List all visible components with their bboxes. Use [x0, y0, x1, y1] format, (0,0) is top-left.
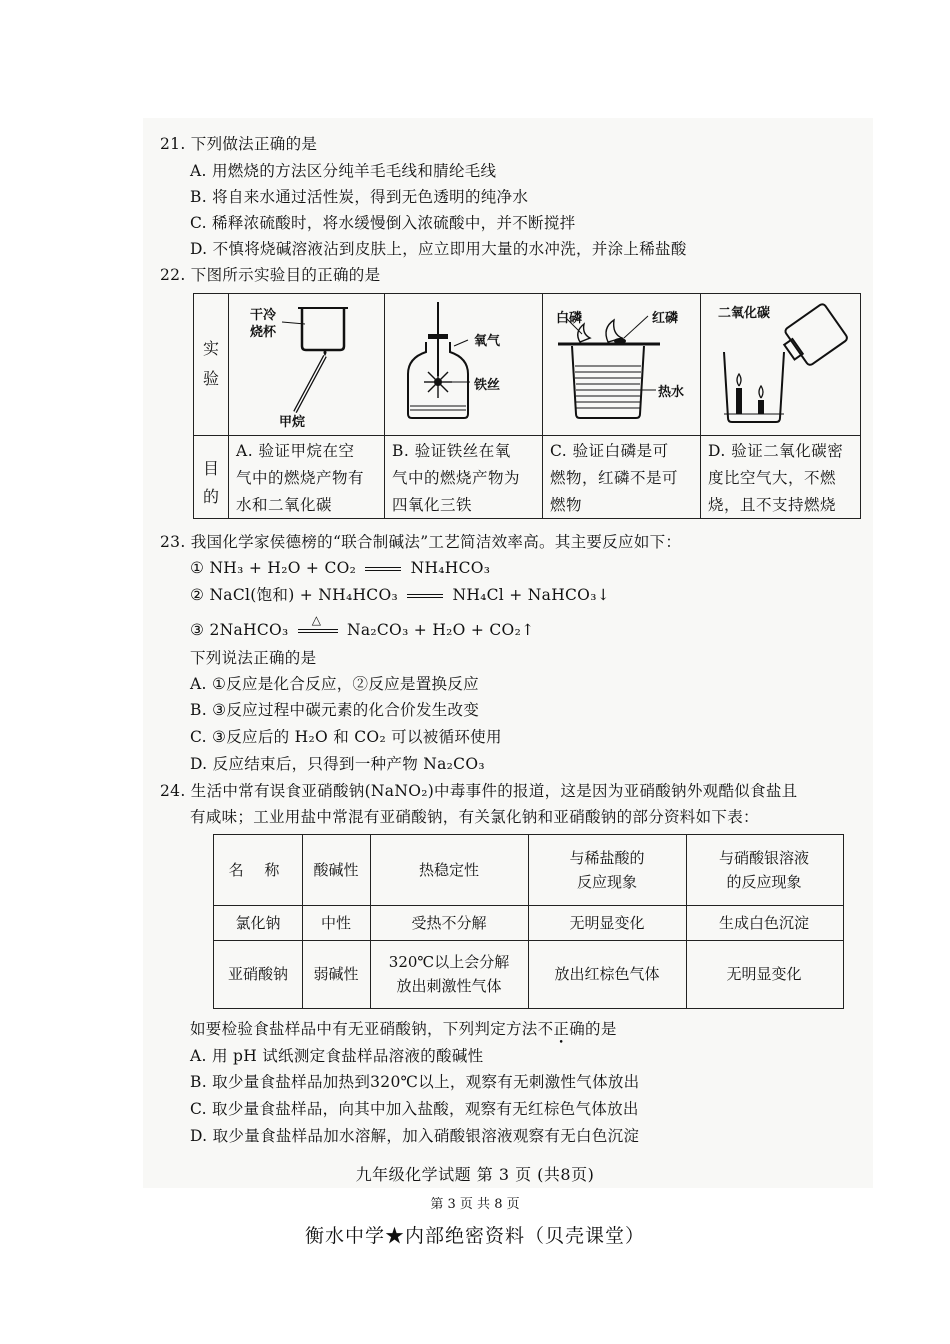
row-header-aim-2: 的 [202, 487, 219, 506]
emphasis-not-correct: 不正确 [537, 1020, 586, 1038]
row1-hcl: 无明显变化 [569, 913, 645, 932]
row2-acidity: 弱碱性 [313, 964, 359, 983]
row2-thermal: 320℃以上会分解 放出刺激性气体 [388, 952, 510, 995]
q24-option-b: B. 取少量食盐样品加热到320℃以上，观察有无刺激性气体放出 [190, 1073, 640, 1091]
q24-sub-stem: 如要检验食盐样品中有无亚硝酸钠，下列判定方法不正确的是 [190, 1020, 617, 1038]
q23-option-c: C. ③反应后的 H₂O 和 CO₂ 可以被循环使用 [190, 728, 502, 746]
label-hot-water: 热水 [658, 385, 685, 400]
label-iron-wire: 铁丝 [474, 378, 501, 393]
header-name: 名 称 [228, 861, 288, 879]
q21-stem: 21. 下列做法正确的是 [160, 135, 318, 153]
q21-option-d: D. 不慎将烧碱溶液沾到皮肤上，应立即用大量的水冲洗，并涂上稀盐酸 [190, 240, 687, 258]
label-white-phosphorus: 白磷 [556, 311, 583, 326]
reaction-2: ② NaCl(饱和) + NH₄HCO₃ NH₄Cl + NaHCO₃↓ [190, 586, 610, 604]
q24-option-a: A. 用 pH 试纸测定食盐样品溶液的酸碱性 [190, 1047, 484, 1065]
caption-c: C. 验证白磷是可 燃物，红磷不是可 燃物 [550, 442, 679, 514]
q23-stem: 23. 我国化学家侯德榜的“联合制碱法”工艺简洁效率高。其主要反应如下： [160, 533, 682, 551]
q21-option-b: B. 将自来水通过活性炭，得到无色透明的纯净水 [190, 188, 529, 206]
q24-option-c: C. 取少量食盐样品，向其中加入盐酸，观察有无红棕色气体放出 [190, 1100, 639, 1118]
row-header-experiment-2: 验 [202, 369, 219, 388]
header-thermal: 热稳定性 [418, 861, 479, 879]
row2-hcl: 放出红棕色气体 [554, 964, 660, 983]
q23-option-d: D. 反应结束后，只得到一种产物 Na₂CO₃ [190, 755, 485, 773]
q22-experiment-table [193, 293, 861, 519]
row1-thermal: 受热不分解 [411, 913, 487, 932]
caption-b: B. 验证铁丝在氧 气中的燃烧产物为 四氧化三铁 [392, 442, 521, 514]
q23-sub-stem: 下列说法正确的是 [190, 649, 317, 667]
row1-acidity: 中性 [320, 913, 351, 932]
header-hcl: 与稀盐酸的 反应现象 [569, 849, 645, 891]
label-red-phosphorus: 红磷 [652, 311, 679, 326]
row2-agno3: 无明显变化 [726, 964, 802, 983]
row-header-aim-1: 目 [202, 459, 219, 478]
q21-option-a: A. 用燃烧的方法区分纯羊毛毛线和腈纶毛线 [190, 162, 497, 180]
row1-name: 氯化钠 [235, 913, 281, 932]
header-acidity: 酸碱性 [313, 861, 359, 879]
reaction-1: ① NH₃ + H₂O + CO₂ NH₄HCO₃ [190, 559, 491, 577]
q24-info-table [213, 834, 844, 1009]
label-dry-cold: 干冷 [250, 308, 277, 323]
q24-option-d: D. 取少量食盐样品加水溶解，加入硝酸银溶液观察有无白色沉淀 [190, 1127, 640, 1145]
q24-stem-line-1: 24. 生活中常有误食亚硝酸钠(NaNO₂)中毒事件的报道，这是因为亚硝酸钠外观酷似食盐且 [160, 782, 798, 800]
exam-page-footer: 九年级化学试题 第 3 页 (共8页) [355, 1165, 595, 1184]
page-number: 第 3 页 共 8 页 [430, 1197, 520, 1212]
q24-stem-line-2: 有咸味；工业用盐中常混有亚硝酸钠，有关氯化钠和亚硝酸钠的部分资料如下表： [190, 808, 759, 826]
apparatus-b-iron-oxygen [386, 294, 542, 434]
q23-option-a: A. ①反应是化合反应，②反应是置换反应 [190, 675, 479, 693]
q21-option-c: C. 稀释浓硫酸时，将水缓慢倒入浓硫酸中，并不断搅拌 [190, 214, 576, 232]
label-beaker: 烧杯 [250, 325, 277, 340]
row-header-experiment-1: 实 [202, 339, 219, 358]
caption-a: A. 验证甲烷在空 气中的燃烧产物有 水和二氧化碳 [236, 442, 365, 514]
header-agno3: 与硝酸银溶液 的反应现象 [718, 849, 809, 891]
heat-symbol: △ [311, 613, 322, 627]
caption-d: D. 验证二氧化碳密 度比空气大，不燃 烧，且不支持燃烧 [708, 442, 844, 514]
row2-name: 亚硝酸钠 [227, 964, 288, 983]
source-watermark: 衡水中学★内部绝密资料（贝壳课堂） [304, 1225, 645, 1247]
q23-option-b: B. ③反应过程中碳元素的化合价发生改变 [190, 701, 480, 719]
q22-stem: 22. 下图所示实验目的正确的是 [160, 266, 381, 284]
label-methane: 甲烷 [279, 415, 306, 430]
row1-agno3: 生成白色沉淀 [718, 913, 809, 932]
reaction-3: ③ 2NaHCO₃ △ Na₂CO₃ + H₂O + CO₂↑ [190, 620, 534, 640]
label-oxygen: 氧气 [474, 334, 501, 349]
label-carbon-dioxide: 二氧化碳 [718, 306, 771, 321]
